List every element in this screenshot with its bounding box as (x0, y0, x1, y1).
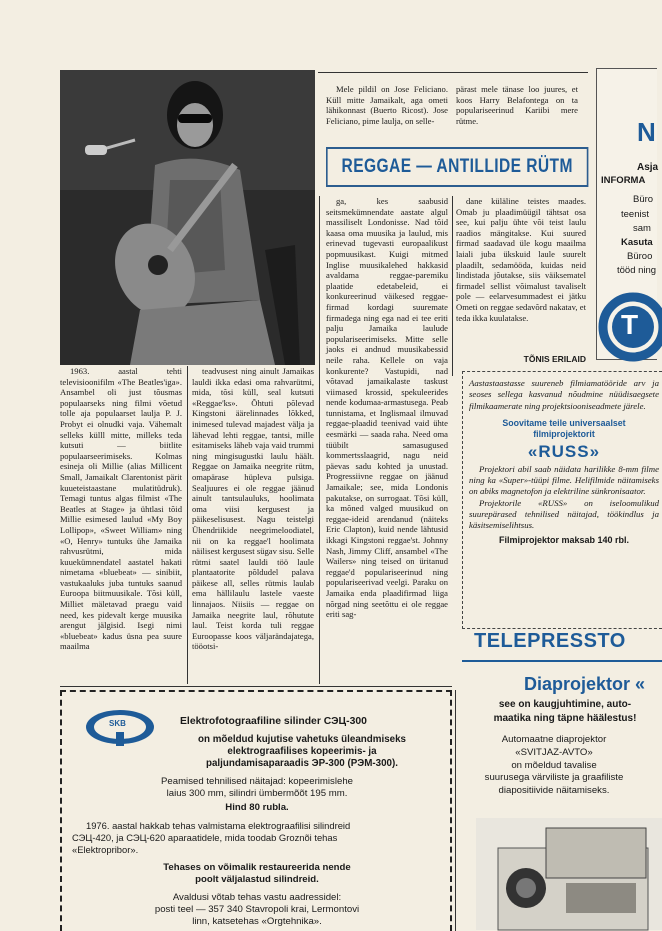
article-col-2 (326, 196, 448, 684)
ad-body-text: Projektori abil saab näidata harilikke 8-mm filme ning ka «Super»-tüüpi filme. Helifilmide näitamiseks on abiks magnetofon ja elektriline sünkronisaator. (469, 463, 659, 497)
ad-line: Büroo (627, 251, 653, 262)
ad-intro-text: Aastastaastasse suureneb filmiamatööride arv ja seoses sellega kasvanud nõudmine nüüdisaegsete filmikaamerate ning projektsiooniseadmete järele. (469, 378, 659, 411)
top-rule (318, 72, 588, 73)
ad-lead: on mõeldud kujutise vahetuks üleandmiseks (198, 734, 406, 745)
ad-product-name: «RUSS» (527, 441, 601, 461)
ad-address: Avaldusi võtab tehas vastu aadressidel: (172, 892, 342, 903)
ad-line: diapositiivide näitamiseks. (498, 785, 610, 797)
ad-line: sam (633, 223, 651, 234)
ad-line: Kasuta (621, 237, 653, 248)
intro-text-2: pärast mele tänase loo juures, et koos Harry Belafontega on ta populariseerinud Kariibi mere rütme. (456, 84, 578, 126)
ad-line: tööd ning (617, 265, 657, 276)
article-col-3 (456, 196, 586, 336)
ad-lead: paljundamisaparaadis ЭР-300 (РЭМ-300). (206, 758, 398, 769)
ckb-cylinder-ad (60, 690, 452, 931)
ad-line: on mõeldud tavalise (511, 759, 597, 771)
ad-line: see on kaugjuhtimine, auto- (498, 699, 632, 710)
ad-address: posti teel — 357 340 Stavropoli krai, Lermontovi (154, 904, 360, 915)
ad-spec: laius 300 mm, silindri ümbermõõt 195 mm. (166, 788, 348, 799)
ad-title: Elektrofotograafiline silinder СЭЦ-300 (180, 716, 367, 727)
info-bureau-ad (596, 68, 657, 360)
ad-line: maatika ning täpne häälestus! (493, 712, 637, 724)
projector-photo-icon (476, 818, 662, 930)
ad-plan: 1976. aastal hakkab tehas valmistama elektrograafilisi silindreid (86, 820, 351, 831)
intro-text: Mele pildil on Jose Feliciano. Küll mitte Jamaikalt, aga ometi lähikonnast (Buerto Ricost). Jose Feliciano, pime laulja, on selle- (326, 84, 448, 126)
article-intro-col-2 (456, 84, 578, 142)
ad-letter: N (637, 117, 656, 147)
photo-caption (60, 366, 182, 684)
telepressto-ad (462, 630, 662, 930)
article-author: TÕNIS ERILAID (523, 354, 586, 364)
column-rule (319, 196, 320, 684)
column-rule (455, 690, 456, 931)
ad-line: Automaatne diaprojektor (501, 734, 607, 745)
ad-restore: poolt väljalastud silindreid. (195, 874, 319, 885)
column-rule (452, 196, 453, 376)
ad-price: Hind 80 rubla. (225, 802, 289, 813)
ad-line: Asja (637, 162, 659, 173)
logo-letter: T (621, 309, 639, 340)
article-col-3-text: dane küläline teistes maades. Omab ju plaadimüügil tähtsat osa see, kui palju ühte või teist laulu raadios mängitakse. Kui suured firmad saadavad üle kogu maailma laiali juba ükskuid laule suurelt plaadilt, sedamööda, kuidas neid lindistada jõutakse, siis väiksematel firmadel sellist võimalust tavaliselt pole — eelarvesummadest ei jätku Ometi on reggae sedavõrd nakatav, et teda ikka kuulatakse. (456, 196, 586, 323)
article-col-1-text: teadvusest ning ainult Jamaikas lauldi ikka edasi oma rahvarütmi, mida, tõsi küll, seal kutsuti «Reggae'ks». Õhtuti põlevad Kingstoni äärelinnades lõkked, inimesed tulevad majadest välja ja lähevad lehti reggae, tantsi, mille esitamiseks läheb vaja vaid trummi ning mingisugustki laulu häält. Reggae on Jamaika neegrite rütm, omapärase hüpleva pulsiga. Sealjuures ei ole reggae jäänud ainult tantsulauluks, hoolimata oma viisi kergusest ja päikeselisusest. Nagu teistelgi Ühendriikide neegrimeloodiatel, nii on ka reggae'l hoolimata näilisest kergusest sügav sisu. Selle rütmi saatel lauldi töö laule plantaatorite põldudel palava päikese all, selles rütmis laulab ema hällilaulu lastele vaeste linnajaos. Niisiis — reggae on Jamaika neegrite laul, rõhutute laul. Teist korda tuli reggae Euroopasse koos väljarändajatega, tööotsi- (192, 366, 314, 652)
diaprojector-title: Diaprojektor « (524, 674, 646, 694)
article-col-1 (192, 366, 314, 684)
ad-body-text-2: Projektorile «RUSS» on iseloomulikud suurepärased tehnilised näitajad, töökindlus ja käsitsemiselihtsus. (469, 497, 659, 531)
article-intro-col (326, 84, 448, 142)
ad-plan: СЭЦ-420, ja СЭЦ-620 aparaatidele, mida toodab Groznõi tehas (72, 831, 338, 843)
ad-recommend-title: Soovitame teile universaalset filmiprojektorit (502, 417, 626, 439)
ad-price: Filmiprojektor maksab 140 rbl. (498, 534, 630, 545)
russ-projector-ad (462, 371, 662, 629)
title-underline (462, 660, 662, 662)
ad-line: suurusega värviliste ja graafiliste (484, 772, 624, 784)
article-col-2-text: ga, kes saabusid seitsmekümnendate aastate algul massiliselt Londonisse. Nad tõid kaasa oma muusika ja laulud, mis erinevad tugevasti europaalikust popmuusikast. Kuigi mitmed Inglise muusikalehed hakkasid avaldama reggae-paremiku plaatide edetabeleid, ei konkureerinud väikesed reggae-firmad kordagi suuremate firmadega ning ega nad ei tee eriti palju Jamaika laulude populariseerimiseks. Mitte selle jaoks ei andnud muusikabessid neile raha. Kellele on vaja konkurente? Vastupidi, nad võtavad jamaikalaste taskust viimased krossid, spekuleerides nende kodumaa-armastusega. Peab tunnistama, et Inglismaal ilmuvad reggae-plaadid teenivad vaid ühte eesmärki — saada raha. Need oma tüübilt samasugused kommertsslaagrid, nagu neid päevas sadu kohted ja unustad. Progressiivne reggae on jäänud Jamaikale; see, mida Londonis pakutakse, on surrogaat. Tõsi küll, ka mõned valged muusikud on reggae-ideid arendanud (näiteks Eric Clapton), kuid nende lähtusid ikkagi Kingstoni reggae'st. Johnny Nash, Jimmy Cliff, ansambel «The Wailers» ning teised on üritanud reggae'd populariseerinud ning populariseerivad veelgi. Paraku on Jamaika enda plaadifirmad liiga nõrgad ning seetõttu ei ole reggae eriti sag- (326, 196, 448, 620)
ad-product: «SVITJAZ-AVTO» (515, 746, 593, 758)
guitarist-illustration (60, 70, 315, 365)
ad-spec: Peamised tehnilised näitajad: kopeerimislehe (161, 776, 353, 787)
skb-logo-text: SKB (109, 719, 126, 728)
ad-line: Büro (633, 194, 654, 205)
article-headline: REGGAE — ANTILLIDE RÜTM (326, 147, 588, 187)
ad-line: INFORMA (601, 175, 646, 186)
ad-address: linn, katsetehas «Orgtehnika». (192, 916, 322, 927)
ad-lead: elektrograafilises kopeerimis- ja (227, 746, 377, 757)
column-rule (187, 366, 188, 684)
ad-plan: «Elektropribor». (72, 843, 139, 855)
musician-photo (60, 70, 315, 365)
ad-line: teenist (621, 209, 649, 220)
article-bottom-rule (60, 686, 452, 687)
caption-text: 1963. aastal tehti televisioonifilm «The Beatles'iga». Ansambel oli just tõusmas populaarseks ning filmi võetud tolle aja populaarset laulja P. J. Probyt ei olnudki vaja. Vähemalt selleks külll mitte, milleks teda kutsuti — biitlite populaarseerimiseks. Kolmas esineja oli Millie (alias Millicent Small, Jamaikalt Clarentonist pärit kuueteistaastane mulatitüdruk). Temagi tuntus algas filmist «The Beatles at Stage» ja ühtlasi tõid Millie esimesed laulud «My Boy Lollipop», «Sweet William» ning «O, Henry» tuntuks ühe Jamaika rahvusrütmi, mida kuuekümnendatel aastatel hakati nimetama «bluebeat» — sinibiit, vastukaaluks juba tuntuks saanud Euroopa biitmuusikale. Tõsi küll, Milliet mäletavad praegu vaid need, kes pidevalt kerge muusika arengut jälgisid. Isegi nimi «bluebeat» kadus üsna pea suure maailma (60, 366, 182, 652)
ad-restore: Tehases on võimalik restaureerida nende (163, 862, 351, 873)
telepressto-title: TELEPRESSTO (474, 630, 626, 652)
